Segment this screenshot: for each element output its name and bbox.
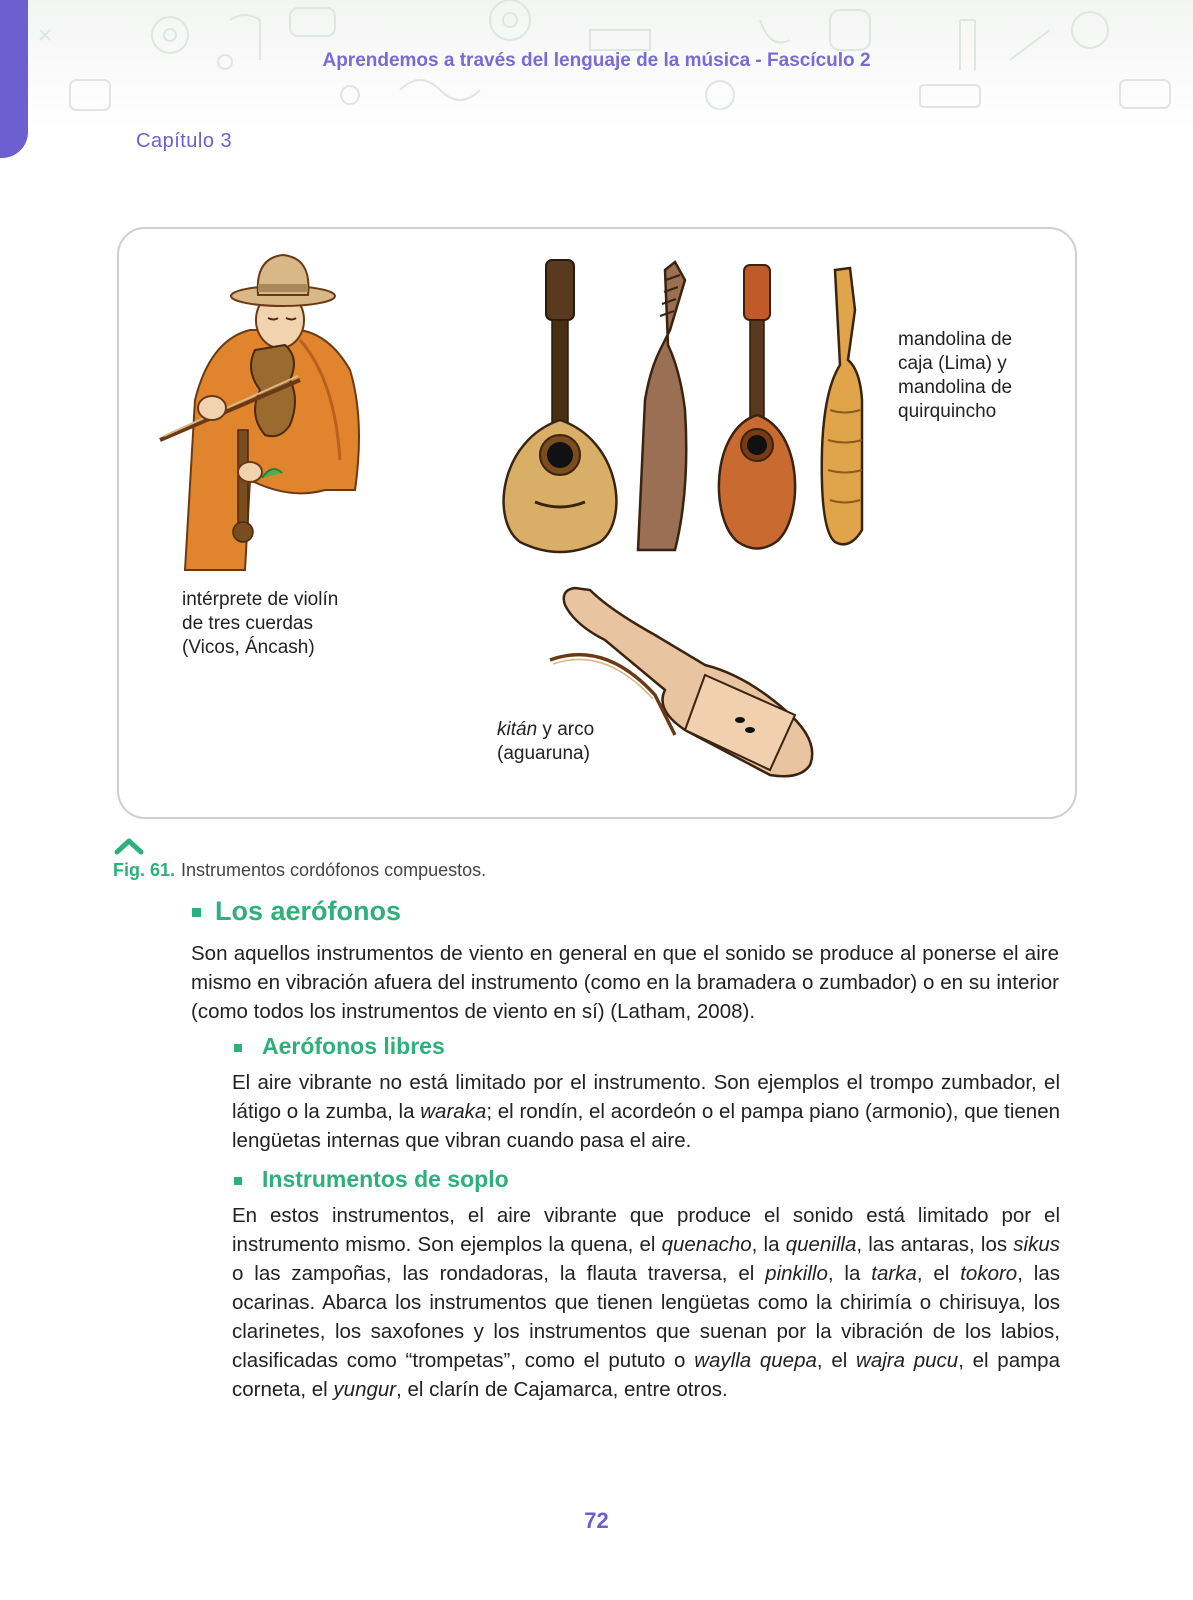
figure-number: Fig. 61. bbox=[113, 860, 176, 880]
text-run: , las antaras, los bbox=[856, 1233, 1014, 1256]
section-intro: Son aquellos instrumentos de viento en general en que el sonido se produce al ponerse el aire mismo en vibración afuera del instrumento (como en la bramadera o zumbador) o en su interior (como todos los instrumentos de viento en sí) (Latham, 2008). bbox=[191, 942, 1059, 1023]
text-run: ; el rondín, el acordeón o el pampa piano (armonio), que tienen lengüetas internas que vibran cuando pasa el aire. bbox=[232, 1100, 1060, 1152]
mandolins-caption-line: quirquincho bbox=[898, 401, 997, 422]
italic-term: tokoro bbox=[960, 1262, 1018, 1285]
text-run: , la bbox=[751, 1233, 786, 1256]
italic-term: pinkillo bbox=[765, 1262, 828, 1285]
violin-player-illustration bbox=[150, 240, 370, 580]
section-heading-text: Los aerófonos bbox=[215, 896, 402, 926]
section-heading bbox=[192, 896, 401, 927]
mandolins-caption-line: mandolina de bbox=[898, 377, 1013, 398]
violin-caption bbox=[182, 588, 338, 660]
italic-term: waylla quepa bbox=[694, 1349, 817, 1372]
bullet-icon bbox=[234, 1044, 242, 1052]
running-title: Aprendemos a través del lenguaje de la música - Fascículo 2 bbox=[322, 50, 871, 71]
text-run: En estos instrumentos, el aire vibrante que produce el sonido está limitado por el instrumento mismo. Son ejemplos la quena, el bbox=[232, 1204, 1060, 1256]
bullet-icon bbox=[234, 1177, 242, 1185]
text-run: o las zampoñas, las rondadoras, la flauta traversa, el bbox=[232, 1262, 766, 1285]
text-run: , el bbox=[916, 1262, 961, 1285]
figure-caption-text: Instrumentos cordófonos compuestos. bbox=[181, 860, 487, 880]
chapter-label: Capítulo 3 bbox=[136, 130, 233, 152]
mandolins-caption-line: mandolina de bbox=[898, 329, 1013, 350]
subsection-paragraph bbox=[232, 1068, 1060, 1155]
page-number: 72 bbox=[584, 1508, 609, 1533]
mandolins-illustration bbox=[490, 250, 890, 560]
violin-caption-line: intérprete de violín bbox=[182, 589, 339, 610]
subsection-heading-text: Instrumentos de soplo bbox=[262, 1166, 509, 1192]
subsection-heading-text: Aerófonos libres bbox=[262, 1033, 445, 1059]
italic-term: wajra pucu bbox=[856, 1349, 959, 1372]
chapter-tab bbox=[0, 0, 28, 158]
text-run: , el pampa corneta, el bbox=[232, 1349, 1060, 1401]
italic-term: waraka bbox=[420, 1100, 487, 1123]
text-run: , la bbox=[827, 1262, 872, 1285]
mandolins-caption bbox=[898, 328, 1012, 424]
violin-caption-line: (Vicos, Áncash) bbox=[182, 637, 315, 658]
chevron-up-icon bbox=[114, 837, 144, 855]
italic-term: sikus bbox=[1013, 1233, 1061, 1256]
bullet-icon bbox=[192, 908, 201, 917]
text-run: El aire vibrante no está limitado por el instrumento. Son ejemplos el trompo zumbador, el látigo o la zumba, la bbox=[232, 1071, 1060, 1123]
mandolins-caption-line: caja (Lima) y bbox=[898, 353, 1007, 374]
kitan-caption-line: (aguaruna) bbox=[497, 743, 590, 764]
kitan-caption-rest: y arco bbox=[537, 719, 595, 740]
italic-term: quenilla bbox=[785, 1233, 857, 1256]
text-run: , las ocarinas. Abarca los instrumentos que tienen lengüetas como la chirimía o chirisuya, los clarinetes, los saxofones y los instrumentos que suenan por la vibración de los labios, clasificadas como “trompetas”, como el pututo o bbox=[232, 1262, 1060, 1372]
kitan-caption bbox=[497, 718, 594, 766]
subsection-heading bbox=[234, 1033, 445, 1060]
subsection-paragraph bbox=[232, 1201, 1060, 1404]
italic-term: quenacho bbox=[661, 1233, 752, 1256]
italic-term: yungur bbox=[333, 1378, 397, 1401]
figure-caption bbox=[113, 860, 486, 881]
violin-caption-line: de tres cuerdas bbox=[182, 613, 313, 634]
kitan-name: kitán bbox=[497, 719, 538, 740]
subsection-heading bbox=[234, 1166, 509, 1193]
italic-term: tarka bbox=[871, 1262, 917, 1285]
text-run: , el clarín de Cajamarca, entre otros. bbox=[396, 1378, 728, 1401]
text-run: , el bbox=[816, 1349, 857, 1372]
